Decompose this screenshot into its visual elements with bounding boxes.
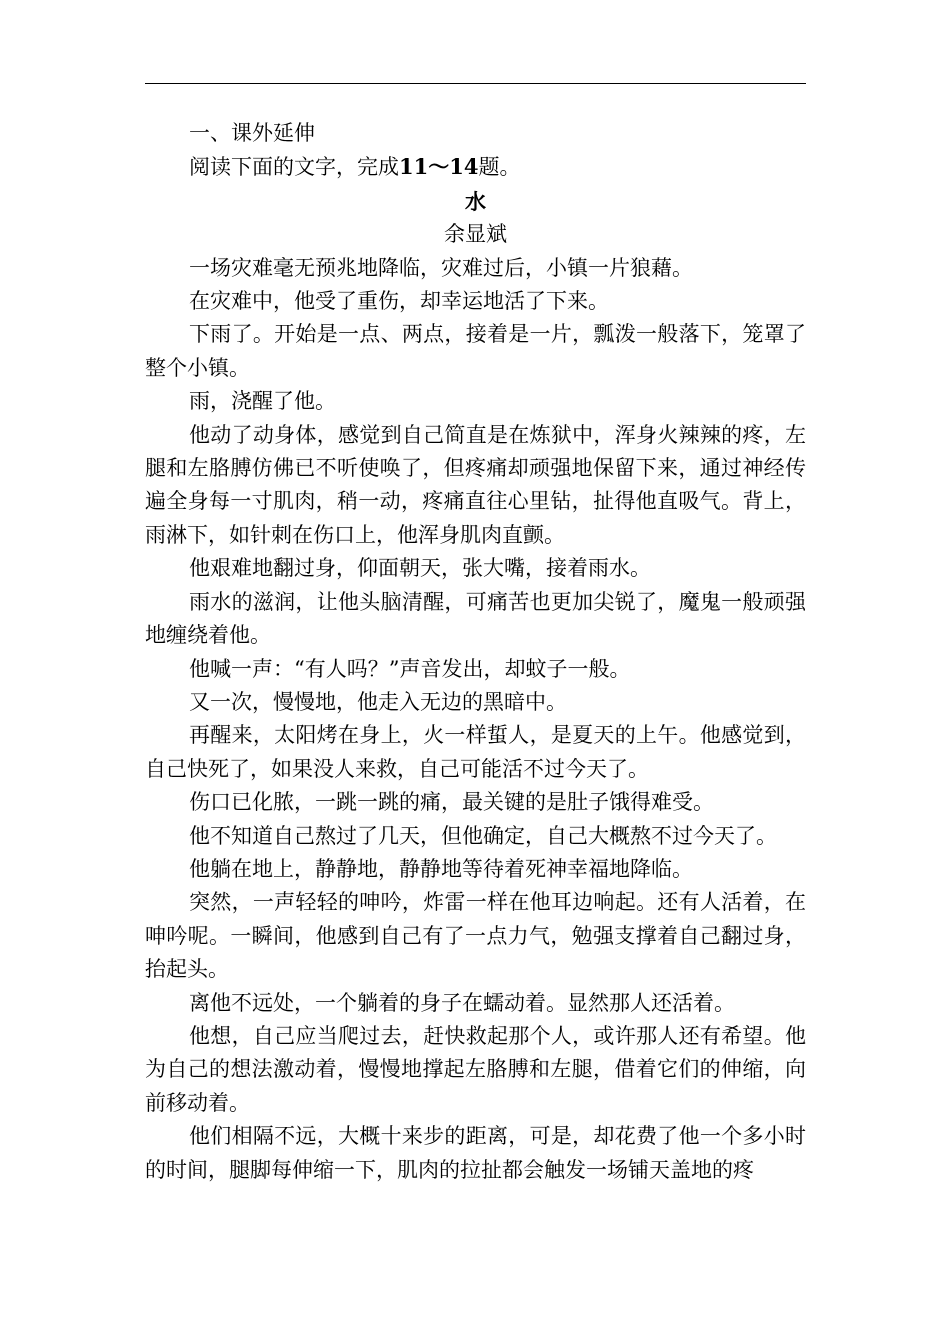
article-author: 余显斌 <box>444 222 507 247</box>
paragraph: 他想，自己应当爬过去，赶快救起那个人，或许那人还有希望。他为自己的想法激动着，慢慢地撑起左胳膊和左腿，借着它们的伸缩，向前移动着。 <box>145 1023 806 1115</box>
instruction-line <box>145 150 806 184</box>
paragraph: 他不知道自己熬过了几天，但他确定，自己大概熬不过今天了。 <box>189 823 777 848</box>
paragraph: 他艰难地翻过身，仰面朝天，张大嘴，接着雨水。 <box>189 556 651 581</box>
paragraph: 再醒来，太阳烤在身上，火一样蜇人，是夏天的上午。他感觉到，自己快死了，如果没人来救，自己可能活不过今天了。 <box>145 723 806 781</box>
paragraph: 下雨了。开始是一点、两点，接着是一片，瓢泼一般落下，笼罩了整个小镇。 <box>145 322 806 380</box>
paragraph: 突然，一声轻轻的呻吟，炸雷一样在他耳边响起。还有人活着，在呻吟呢。一瞬间，他感到自己有了一点力气，勉强支撑着自己翻过身，抬起头。 <box>145 890 806 982</box>
paragraph: 在灾难中，他受了重伤，却幸运地活了下来。 <box>189 289 609 314</box>
paragraph: 雨水的滋润，让他头脑清醒，可痛苦也更加尖锐了，魔鬼一般顽强地缠绕着他。 <box>145 589 806 648</box>
paragraph: 他动了动身体，感觉到自己简直是在炼狱中，浑身火辣辣的疼，左腿和左胳膊仿佛已不听使唤了，但疼痛却顽强地保留下来，通过神经传遍全身每一寸肌肉，稍一动，疼痛直往心里钻，扯得他直吸气。背上，雨淋下，如针刺在伤口上，他浑身肌肉直颤。 <box>145 422 806 547</box>
section-heading: 一、课外延伸 <box>189 121 315 145</box>
paragraph: 他喊一声：“有人吗？”声音发出，却蚊子一般。 <box>189 656 631 681</box>
instruction-suffix: 题。 <box>478 155 521 180</box>
paragraph: 伤口已化脓，一跳一跳的痛，最关键的是肚子饿得难受。 <box>189 790 714 815</box>
header-rule <box>145 83 806 84</box>
paragraph: 离他不远处，一个躺着的身子在蠕动着。显然那人还活着。 <box>189 990 735 1015</box>
paragraph: 他躺在地上，静静地，静静地等待着死神幸福地降临。 <box>189 856 693 881</box>
instruction-range: 11～14 <box>399 154 479 180</box>
article-title: 水 <box>465 188 486 214</box>
paragraph: 他们相隔不远，大概十来步的距离，可是，却花费了他一个多小时的时间，腿脚每伸缩一下，肌肉的拉扯都会触发一场铺天盖地的疼 <box>145 1124 806 1182</box>
paragraph: 一场灾难毫无预兆地降临，灾难过后，小镇一片狼藉。 <box>189 255 693 280</box>
paragraph: 雨，浇醒了他。 <box>189 389 336 414</box>
instruction-prefix: 阅读下面的文字，完成 <box>189 155 399 180</box>
document-body <box>145 117 806 1187</box>
paragraph: 又一次，慢慢地，他走入无边的黑暗中。 <box>189 689 567 714</box>
